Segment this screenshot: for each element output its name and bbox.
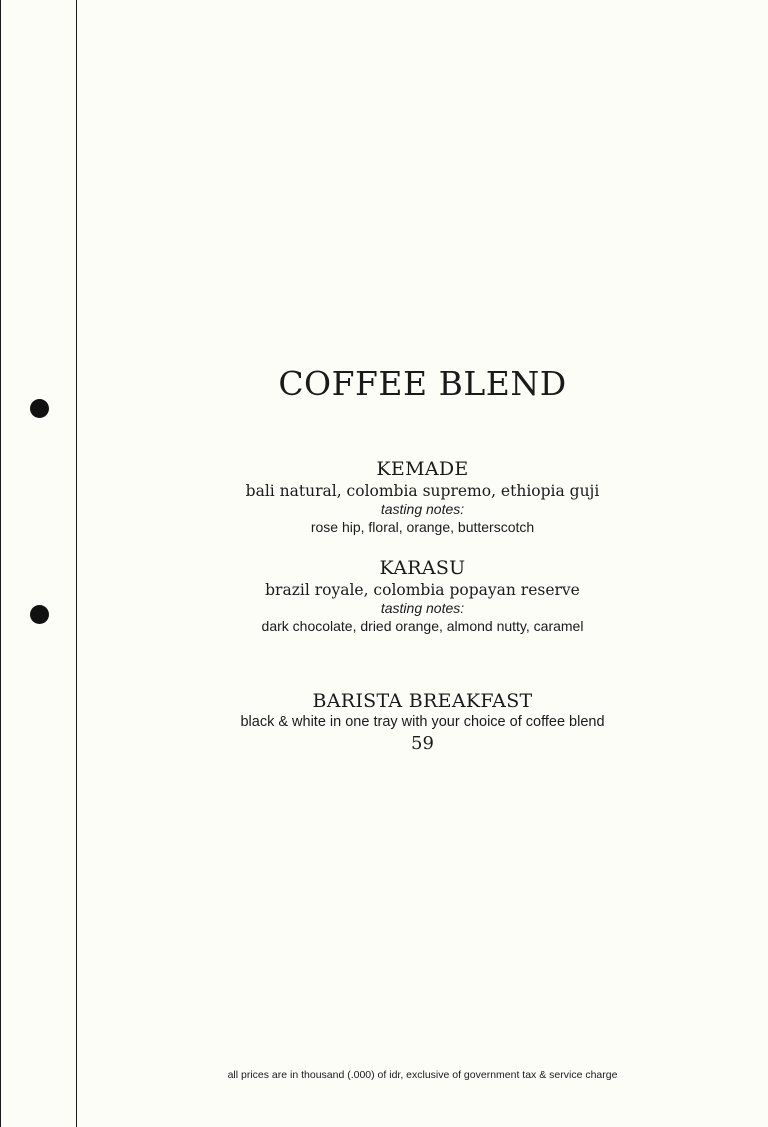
binder-hole-icon — [30, 605, 49, 624]
item-origins: bali natural, colombia supremo, ethiopia guji — [245, 482, 600, 500]
footer-note: all prices are in thousand (.000) of idr, exclusive of government tax & service charge — [227, 1069, 618, 1081]
item-description: black & white in one tray with your choice of coffee blend — [240, 714, 605, 730]
binder-hole-icon — [30, 399, 49, 418]
tasting-notes-label: tasting notes: — [380, 600, 465, 616]
menu-item-karasu — [77, 556, 768, 635]
page-title: COFFEE BLEND — [278, 364, 567, 403]
binder-strip — [0, 0, 77, 1127]
tasting-notes-label: tasting notes: — [380, 501, 465, 517]
tasting-notes: rose hip, floral, orange, butterscotch — [310, 519, 535, 535]
menu-item-barista-breakfast — [77, 689, 768, 757]
menu-item-kemade — [77, 457, 768, 536]
item-name: BARISTA BREAKFAST — [312, 690, 533, 712]
item-origins: brazil royale, colombia popayan reserve — [265, 581, 580, 599]
tasting-notes: dark chocolate, dried orange, almond nutty, caramel — [261, 618, 584, 634]
item-name: KEMADE — [376, 458, 469, 480]
item-price: 59 — [411, 733, 434, 754]
item-name: KARASU — [379, 557, 466, 579]
